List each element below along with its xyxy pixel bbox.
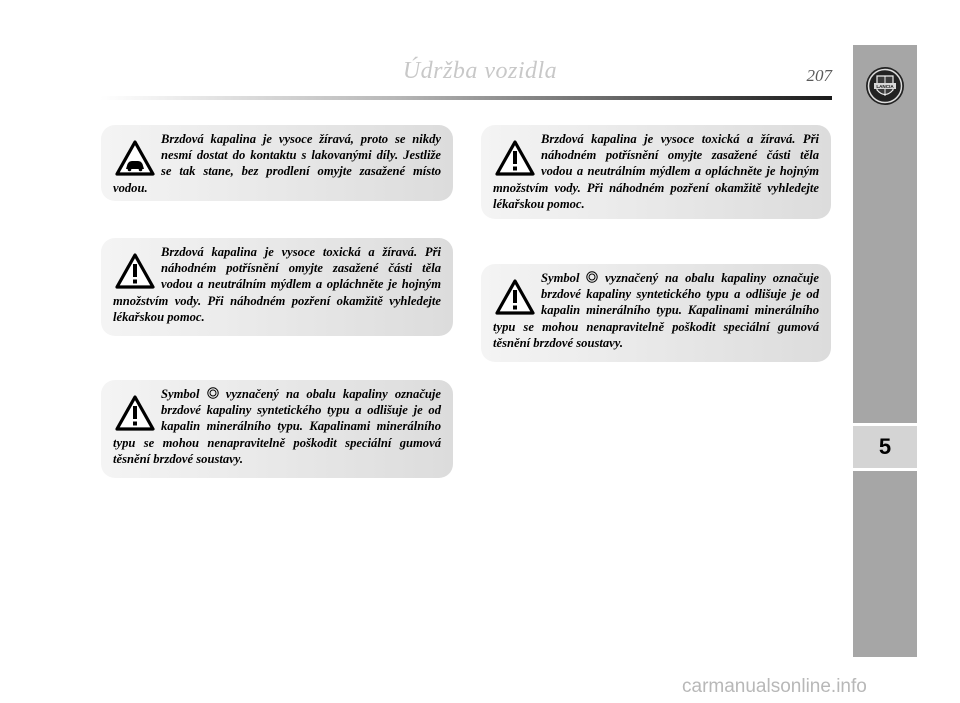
warning-text-after: vyznačený na obalu kapaliny označuje brzdové kapaliny syntetického typu a odlišuje je od kapalin minerálního typu. Kapalinami minerálního typu se mohou nenapravitelně poškodit speciální gumová těsnění brzdové soustavy. <box>493 271 819 350</box>
lancia-shield-icon <box>865 66 905 106</box>
warning-text: Brzdová kapalina je vysoce toxická a žíravá. Při náhodném potřísnění omyjte zasažené části těla vodou a neutrálním mýdlem a opláchněte je hojným množstvím vody. Při náhodném pozření okamžitě vyhledejte lékařskou pomoc. <box>113 245 441 324</box>
warning-text-before: Symbol <box>541 271 580 285</box>
chapter-number-box: 5 <box>853 423 917 471</box>
logo-text: LANCIA <box>876 83 894 89</box>
page-title: Údržba vozidla <box>402 58 558 84</box>
header-rule <box>100 96 832 100</box>
page-number: 207 <box>806 66 832 85</box>
warning-exclamation-icon <box>115 394 155 432</box>
warning-exclamation-icon <box>495 139 535 177</box>
warning-box-symbol-right <box>481 264 831 362</box>
warning-text-after: vyznačený na obalu kapaliny označuje brzdové kapaliny syntetického typu a odlišuje je od kapalin minerálního typu. Kapalinami minerálního typu se mohou nenapravitelně poškodit speciální gumová těsnění brzdové soustavy. <box>113 387 442 466</box>
watermark[interactable]: carmanualsonline.info <box>682 676 867 697</box>
synthetic-fluid-symbol-icon <box>207 387 219 399</box>
warning-box-symbol <box>101 380 453 478</box>
warning-text: Brzdová kapalina je vysoce žíravá, proto se nikdy nesmí dostat do kontaktu s lakovanými díly. Jestliže se tak stane, bez prodlení omyjte zasažené místo vodou. <box>113 132 441 195</box>
warning-exclamation-icon <box>495 278 535 316</box>
warning-box-paint <box>101 125 453 201</box>
warning-text: Brzdová kapalina je vysoce toxická a žíravá. Při náhodném potřísnění omyjte zasažené části těla vodou a neutrálním mýdlem a opláchněte je hojným množstvím vody. Při náhodném pozření okamžitě vyhledejte lékařskou pomoc. <box>493 132 819 211</box>
synthetic-fluid-symbol-icon <box>586 271 598 283</box>
warning-exclamation-icon <box>115 252 155 290</box>
warning-car-icon <box>115 139 155 177</box>
warning-text-before: Symbol <box>161 387 200 401</box>
warning-box-toxic <box>101 238 453 336</box>
chapter-side-tab <box>853 45 917 657</box>
warning-box-toxic-right <box>481 125 831 219</box>
